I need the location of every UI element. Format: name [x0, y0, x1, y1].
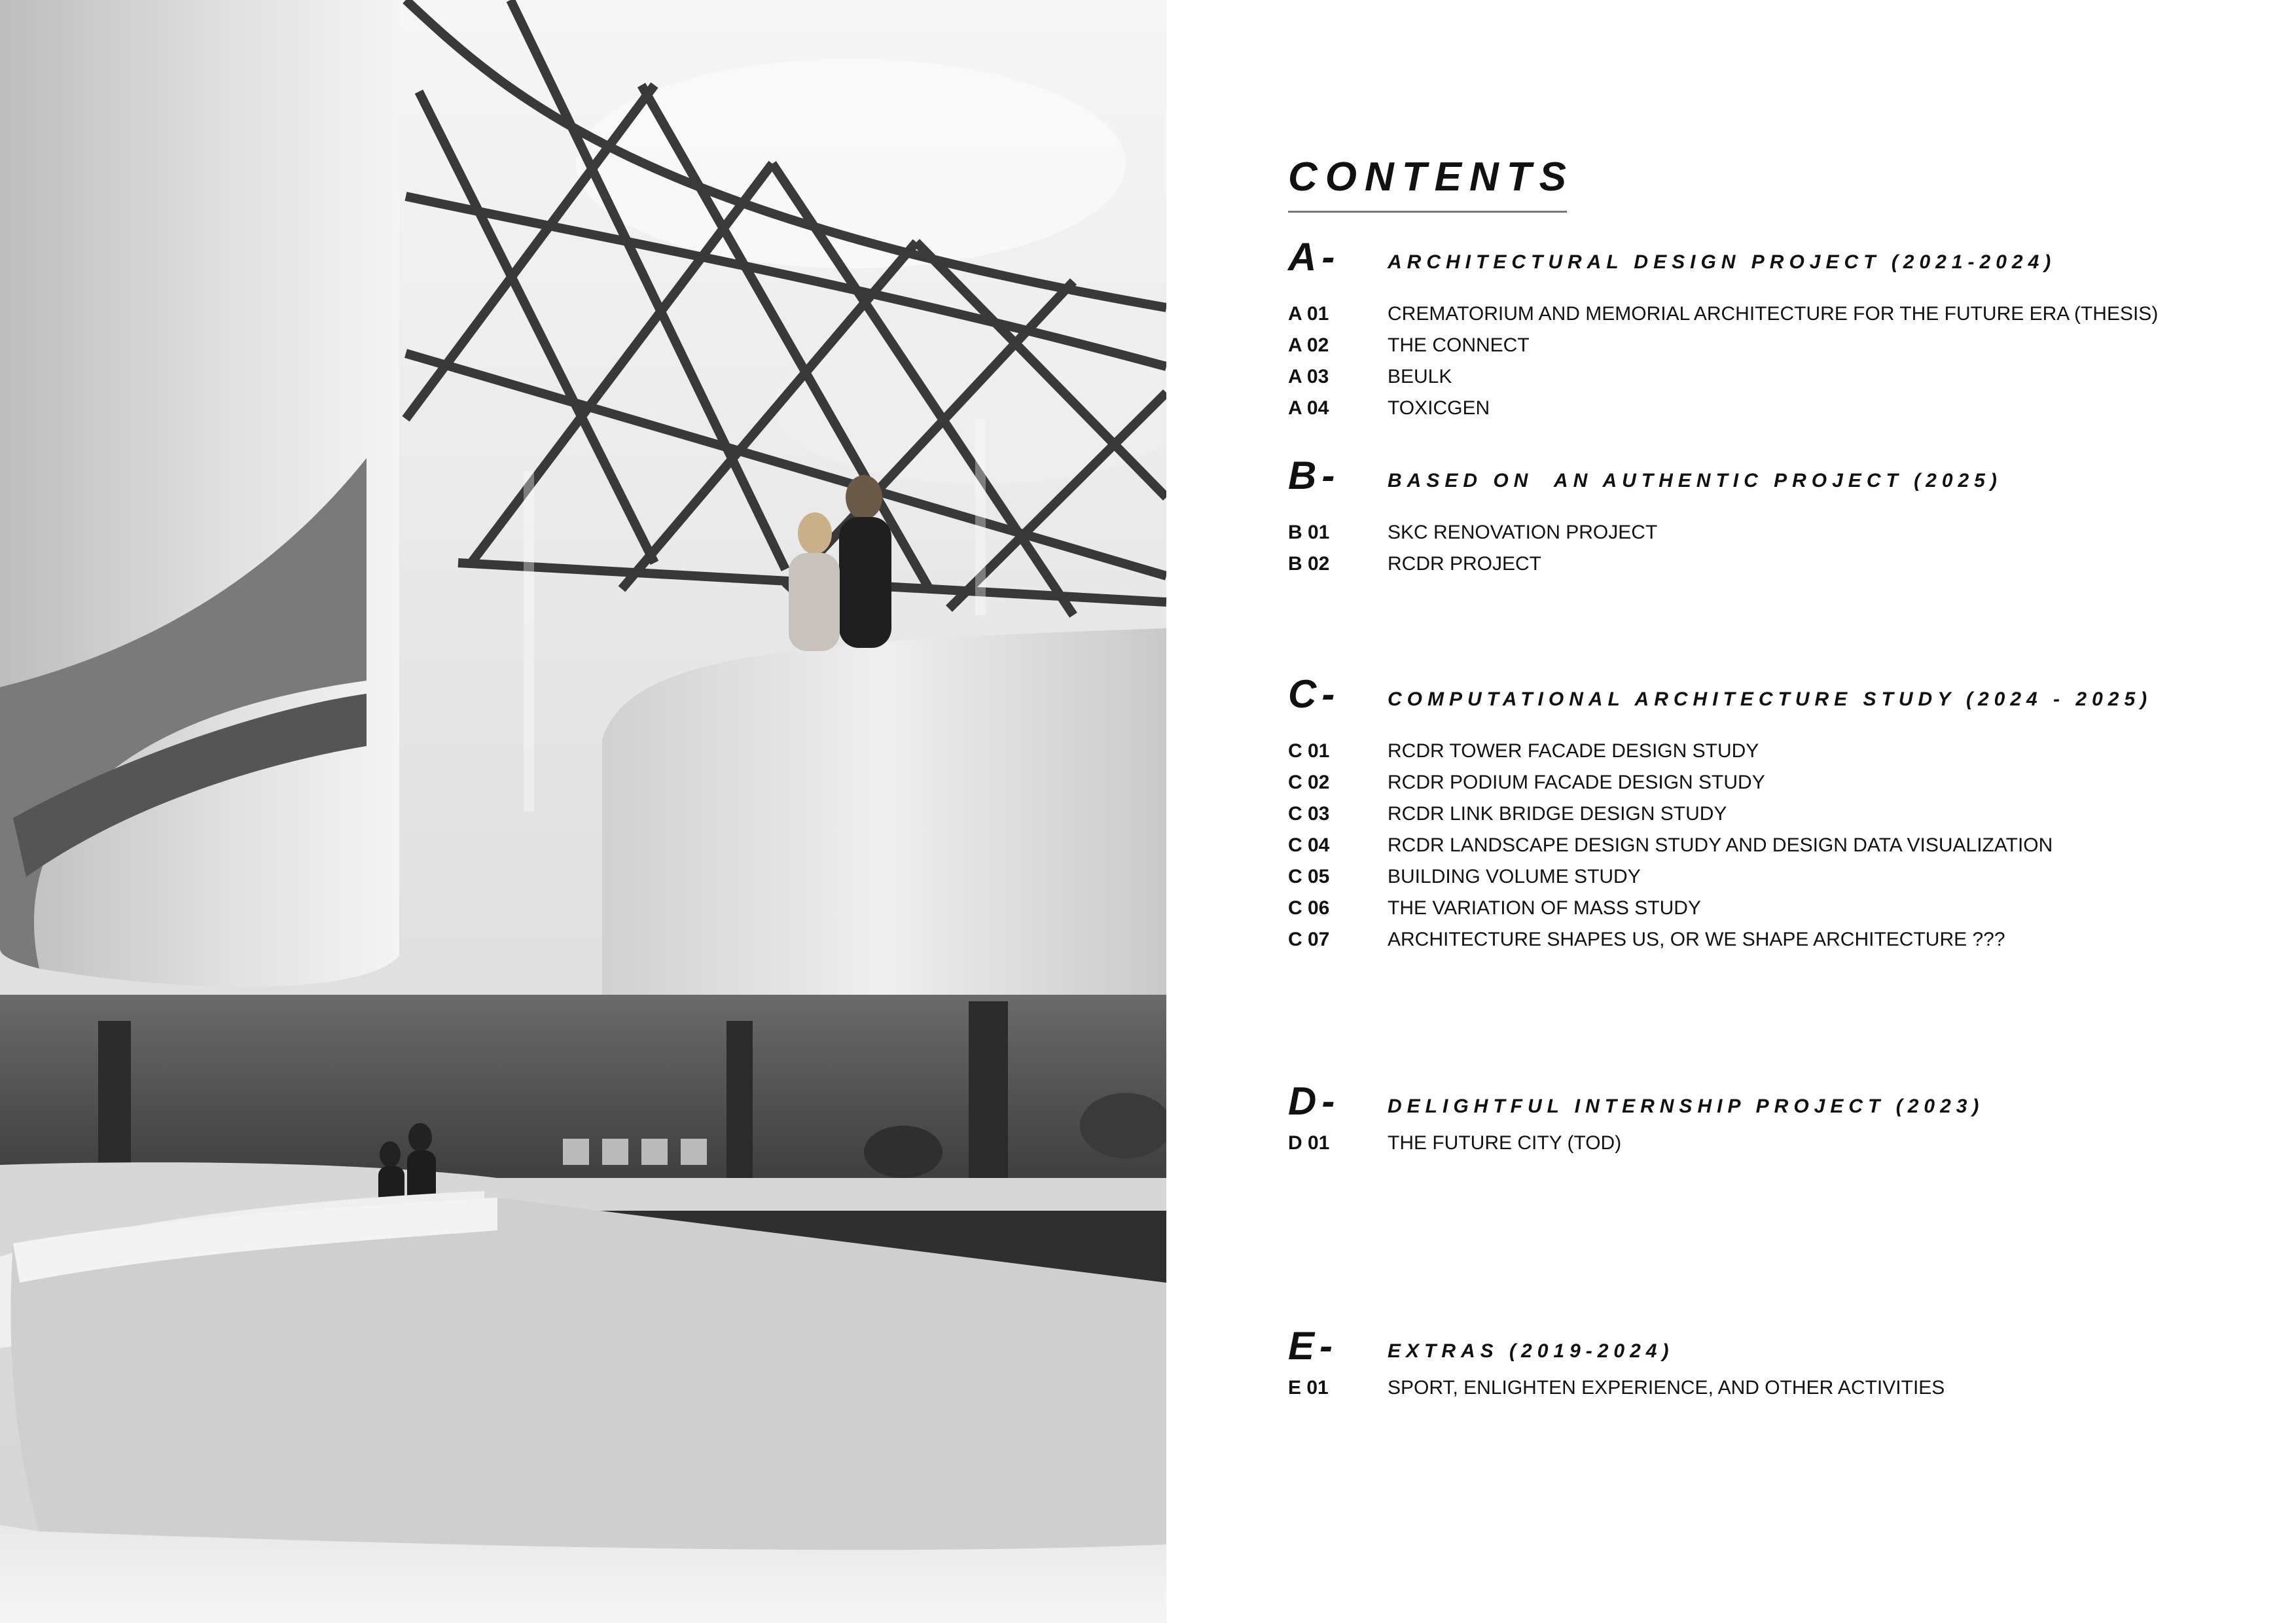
- entry-code: A 02: [1288, 334, 1329, 356]
- section-item-list: [1288, 303, 2257, 429]
- section-title: BASED ON AN AUTHENTIC PROJECT (2025): [1388, 470, 2002, 491]
- entry-code: C 03: [1288, 803, 1330, 825]
- entry-title: RCDR PROJECT: [1388, 553, 1542, 575]
- section-item-list: [1288, 522, 2257, 584]
- entry-title: RCDR PODIUM FACADE DESIGN STUDY: [1388, 772, 1765, 793]
- entry-title: TOXICGEN: [1388, 397, 1490, 419]
- entry-code: C 05: [1288, 866, 1330, 887]
- section-title: DELIGHTFUL INTERNSHIP PROJECT (2023): [1388, 1096, 1984, 1117]
- section-item-list: [1288, 740, 2257, 960]
- toc-entry[interactable]: [1288, 1132, 2257, 1164]
- entry-title: BEULK: [1388, 366, 1452, 387]
- section-d: [1288, 1079, 2257, 1154]
- section-e: [1288, 1323, 2257, 1399]
- heading-underline: [1288, 211, 1567, 213]
- entry-code: A 01: [1288, 303, 1329, 325]
- entry-title: RCDR LANDSCAPE DESIGN STUDY AND DESIGN DATA VISUALIZATION: [1388, 834, 2053, 856]
- contents-heading: CONTENTS: [1288, 154, 1574, 200]
- entry-code: C 01: [1288, 740, 1330, 762]
- section-letter: A-: [1288, 235, 1340, 279]
- entry-code: B 02: [1288, 553, 1330, 575]
- section-a: [1288, 234, 2257, 419]
- entry-title: RCDR TOWER FACADE DESIGN STUDY: [1388, 740, 1759, 762]
- toc-entry[interactable]: [1288, 553, 2257, 584]
- entry-code: D 01: [1288, 1132, 1330, 1154]
- section-letter: D-: [1288, 1079, 1340, 1123]
- section-b: [1288, 453, 2257, 575]
- entry-title: THE FUTURE CITY (TOD): [1388, 1132, 1622, 1154]
- entry-code: C 06: [1288, 897, 1330, 919]
- entry-code: A 04: [1288, 397, 1329, 419]
- entry-code: C 04: [1288, 834, 1330, 856]
- entry-title: CREMATORIUM AND MEMORIAL ARCHITECTURE FOR THE FUTURE ERA (THESIS): [1388, 303, 2159, 325]
- section-letter: C-: [1288, 672, 1340, 716]
- entry-code: E 01: [1288, 1377, 1329, 1399]
- entry-title: ARCHITECTURE SHAPES US, OR WE SHAPE ARCHITECTURE ???: [1388, 929, 2005, 950]
- section-item-list: [1288, 1377, 2257, 1408]
- toc-entry[interactable]: [1288, 803, 2257, 834]
- toc-entry[interactable]: [1288, 397, 2257, 429]
- section-letter: B-: [1288, 454, 1340, 497]
- section-title: EXTRAS (2019-2024): [1388, 1340, 1674, 1362]
- toc-entry[interactable]: [1288, 866, 2257, 897]
- entry-code: B 01: [1288, 522, 1330, 543]
- toc-entry[interactable]: [1288, 522, 2257, 553]
- entry-code: A 03: [1288, 366, 1329, 387]
- section-item-list: [1288, 1132, 2257, 1164]
- image-bottom-border: [0, 1609, 1166, 1623]
- toc-entry[interactable]: [1288, 334, 2257, 366]
- entry-title: THE CONNECT: [1388, 334, 1530, 356]
- entry-code: C 02: [1288, 772, 1330, 793]
- section-title: COMPUTATIONAL ARCHITECTURE STUDY (2024 - 2025): [1388, 688, 2153, 710]
- toc-entry[interactable]: [1288, 897, 2257, 929]
- toc-entry[interactable]: [1288, 303, 2257, 334]
- section-c: [1288, 671, 2257, 950]
- toc-entry[interactable]: [1288, 772, 2257, 803]
- entry-title: SPORT, ENLIGHTEN EXPERIENCE, AND OTHER ACTIVITIES: [1388, 1377, 1945, 1399]
- toc-entry[interactable]: [1288, 834, 2257, 866]
- entry-code: C 07: [1288, 929, 1330, 950]
- entry-title: BUILDING VOLUME STUDY: [1388, 866, 1641, 887]
- section-title: ARCHITECTURAL DESIGN PROJECT (2021-2024): [1388, 251, 2056, 273]
- toc-entry[interactable]: [1288, 1377, 2257, 1408]
- toc-entry[interactable]: [1288, 366, 2257, 397]
- entry-title: RCDR LINK BRIDGE DESIGN STUDY: [1388, 803, 1727, 825]
- toc-entry[interactable]: [1288, 740, 2257, 772]
- toc-entry[interactable]: [1288, 929, 2257, 960]
- section-letter: E-: [1288, 1324, 1338, 1368]
- entry-title: THE VARIATION OF MASS STUDY: [1388, 897, 1701, 919]
- entry-title: SKC RENOVATION PROJECT: [1388, 522, 1658, 543]
